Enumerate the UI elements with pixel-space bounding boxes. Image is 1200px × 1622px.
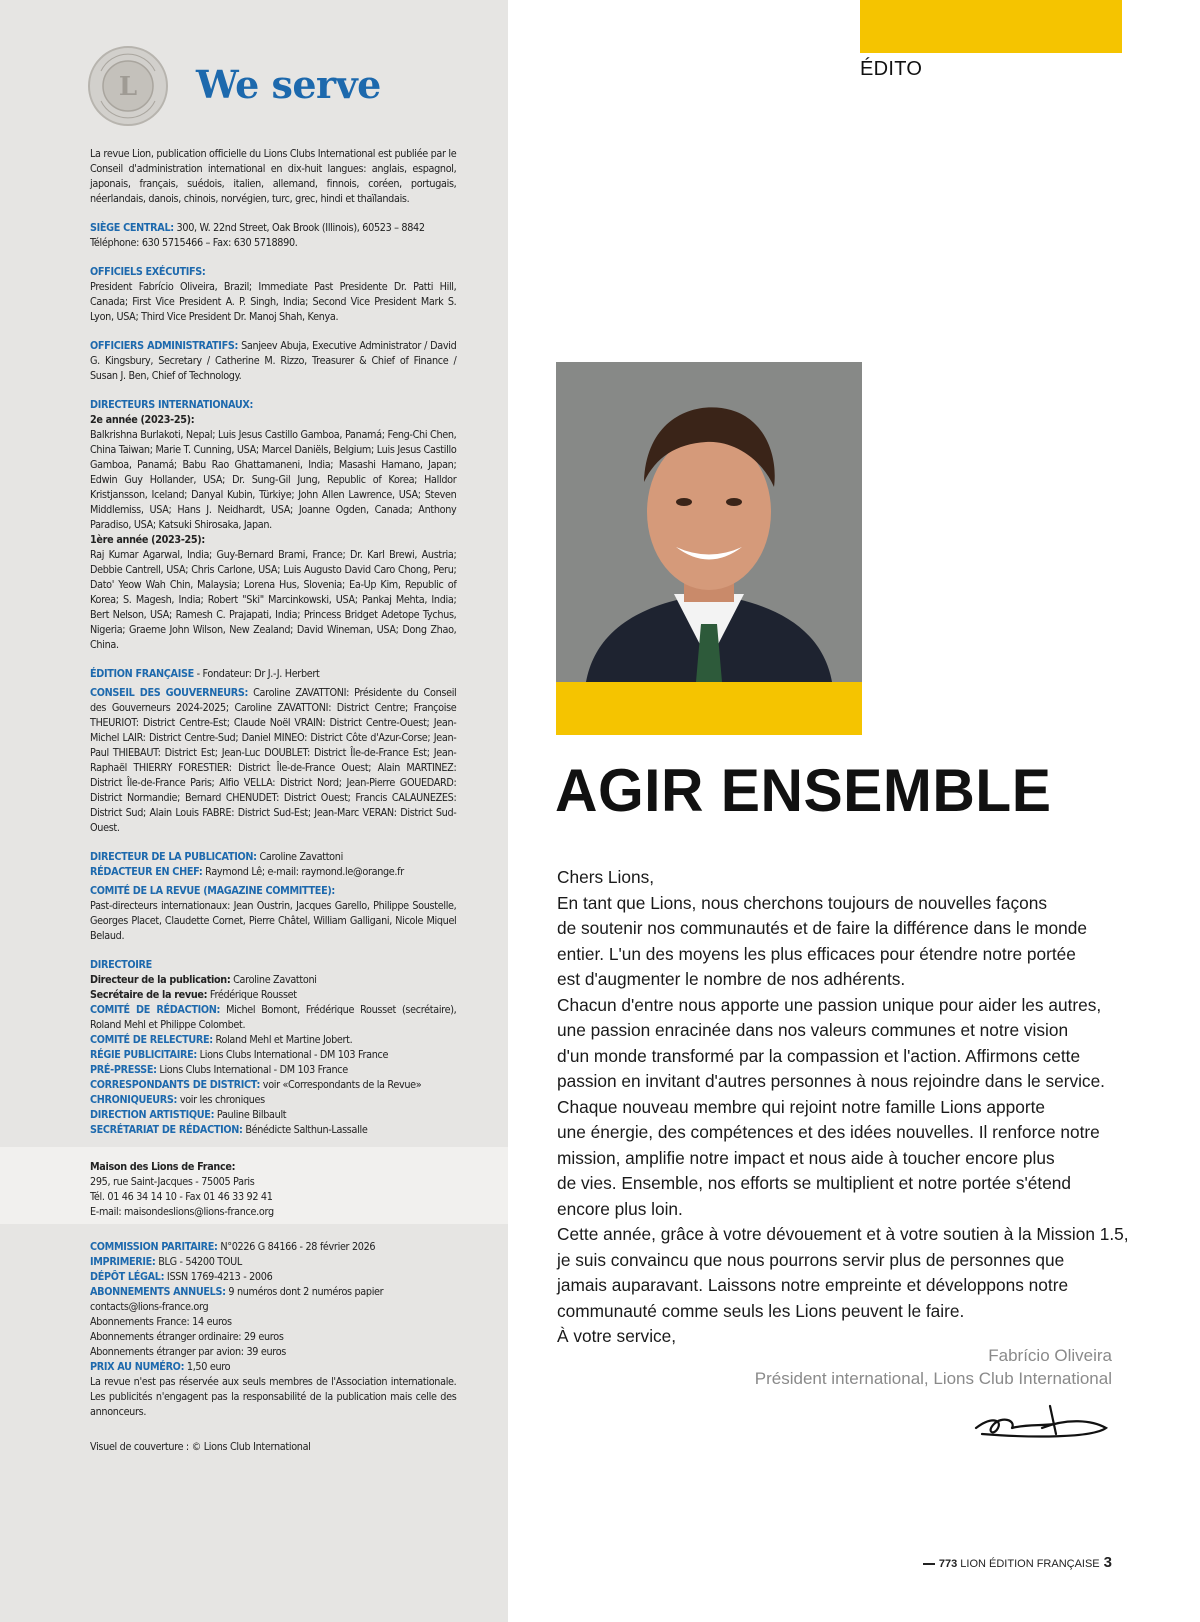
prix-text: 1,50 euro	[184, 1361, 231, 1373]
headline: AGIR ENSEMBLE	[555, 757, 1052, 824]
maison-block	[90, 1160, 456, 1234]
publication-block	[90, 850, 456, 880]
body-line: de vies. Ensemble, nos efforts se multiplient et notre portée s'étend	[557, 1173, 1072, 1193]
maison-text	[90, 1160, 456, 1220]
directoire-item-label: PRÉ-PRESSE:	[90, 1064, 157, 1076]
signature-name: Fabrício Oliveira	[988, 1346, 1112, 1365]
body-line: Chacun d'entre nous apporte une passion unique pour aider les autres,	[557, 994, 1102, 1015]
year2-label: 2e année (2023-25):	[90, 414, 195, 426]
masthead-column	[0, 0, 508, 1622]
directoire-item-label: CORRESPONDANTS DE DISTRICT:	[90, 1079, 261, 1091]
footer-issue: 773	[938, 1558, 958, 1570]
body-line: encore plus loin.	[557, 1198, 683, 1219]
officiels-text: President Fabrício Oliveira, Brazil; Immediate Past Presidente Dr. Patti Hill, Canada; First Vice President A. P. Singh, India; Second Vice President Mark S. Lyon, USA; Third Vice President Dr. Manoj Shah, Kenya.	[90, 281, 457, 323]
comite-label: COMITÉ DE LA REVUE (MAGAZINE COMMITTEE):	[90, 885, 335, 897]
body-line: Cette année, grâce à votre dévouement et à votre soutien à la Mission 1.5,	[557, 1224, 1129, 1244]
prix-label: PRIX AU NUMÉRO:	[90, 1361, 185, 1373]
comite-block	[90, 884, 456, 944]
lions-logo-icon	[87, 45, 169, 127]
portrait-accent-band	[556, 682, 862, 735]
abonnement-line: Abonnements France: 14 euros	[90, 1316, 232, 1328]
legal-item-text: N°0226 G 84166 - 28 février 2026	[217, 1241, 376, 1253]
disclaimer: La revue n'est pas réservée aux seuls membres de l'Association internationale. Les publicités n'engagent pas la responsabilité de la publication mais celle des annonceurs.	[90, 1376, 457, 1418]
editorial-body	[557, 865, 1129, 1350]
directoire-item-label: COMITÉ DE RÉDACTION:	[90, 1004, 221, 1016]
body-line: de soutenir nos communautés et de faire la différence dans le monde	[557, 918, 1087, 938]
siege-address: 300, W. 22nd Street, Oak Brook (Illinois), 60523 – 8842	[173, 222, 425, 234]
siege-block	[90, 221, 456, 251]
directoire-item-label: CHRONIQUEURS:	[90, 1094, 178, 1106]
masthead-text	[90, 147, 456, 1152]
body-line: d'un monde transformé par la compassion et l'action. Affirmons cette	[557, 1045, 1081, 1066]
maison-line: E-mail: maisondeslions@lions-france.org	[90, 1206, 274, 1218]
section-accent-bar	[860, 0, 1122, 53]
directoire-label: DIRECTOIRE	[90, 959, 152, 971]
legal-item-label: COMMISSION PARITAIRE:	[90, 1241, 218, 1253]
directoire-item-label: Directeur de la publication:	[90, 974, 231, 986]
body-line: Chers Lions,	[557, 867, 655, 887]
admin-label: OFFICIERS ADMINISTRATIFS:	[90, 340, 239, 352]
edition-text: - Fondateur: Dr J.-J. Herbert	[193, 668, 320, 680]
body-line: je suis convaincu que nous pourrons servir plus de personnes que	[557, 1249, 1065, 1270]
directoire-item-label: COMITÉ DE RELECTURE:	[90, 1034, 213, 1046]
page-footer	[923, 1554, 1112, 1571]
conseil-text: Caroline ZAVATTONI: Présidente du Conseil des Gouverneurs 2024-2025; Caroline ZAVATTONI: District Centre; Françoise THEURIOT: District Centre-Est; Claude Noël VRAIN: District Centre-Ouest; Jean-Michel LAIR: District Centre-Sud; Daniel MINEO: District Côte d'Azur-Corse; Jean-Paul THIEBAUT: District Est; Jean-Luc DOUBLET: District Île-de-France Est; Jean-Raphaël THIERRY FORESTIER: District Île-de-France Ouest; Alain MARTINEZ: District Île-de-France Paris; Alfio VELLA: District Nord; Jean-Pierre GOUEDARD: District Normandie; Bernard CHENUDET: District Ouest; Francis CALAUNEZES: District Sud; Alain Louis FABRE: District Sud-Est; Jean-Marc VERAN: District Sud-Ouest.	[90, 687, 457, 834]
body-line: une énergie, des compétences et des idées nouvelles. Il renforce notre	[557, 1122, 1100, 1142]
maison-title: Maison des Lions de France:	[90, 1161, 236, 1173]
edition-label: ÉDITION FRANÇAISE	[90, 668, 194, 680]
signature-role: Président international, Lions Club International	[754, 1369, 1112, 1388]
redac-text: Raymond Lê; e-mail: raymond.le@orange.fr	[202, 866, 404, 878]
directoire-item-text: Bénédicte Salthun-Lassalle	[242, 1124, 368, 1136]
body-line: est d'augmenter le nombre de nos adhérents.	[557, 969, 906, 989]
body-line: En tant que Lions, nous cherchons toujours de nouvelles façons	[557, 892, 1047, 913]
directoire-item-text: Lions Clubs International - DM 103 France	[196, 1049, 389, 1061]
directoire-item-text: Pauline Bilbault	[214, 1109, 287, 1121]
body-line: jamais auparavant. Laissons notre empreinte et développons notre	[557, 1275, 1069, 1295]
visuel-credit: Visuel de couverture : © Lions Club International	[90, 1441, 311, 1453]
directoire-item-label: Secrétaire de la revue:	[90, 989, 208, 1001]
footer-dash	[923, 1563, 935, 1565]
conseil-label: CONSEIL DES GOUVERNEURS:	[90, 687, 249, 699]
admin-block	[90, 339, 456, 384]
body-line: entier. L'un des moyens les plus efficaces pour étendre notre portée	[557, 943, 1076, 964]
body-line: communauté comme seuls les Lions peuvent le faire.	[557, 1300, 965, 1321]
officiels-block	[90, 265, 456, 325]
legal-item-label: ABONNEMENTS ANNUELS:	[90, 1286, 226, 1298]
year2-text: Balkrishna Burlakoti, Nepal; Luis Jesus Castillo Gamboa, Panamá; Feng-Chi Chen, China Taiwan; Marie T. Cunning, USA; Marcel Daniëls, Belgium; Luis Jesus Castillo Gamboa, Panamá; Babu Rao Ghattamaneni, India; Masashi Hamano, Japan; Edwin Guy Hollander, USA; Dr. Sung-Gil Jung, Republic of Korea; Halldor Kristjansson, Iceland; Danyal Kubin, Türkiye; John Allen Lawrence, USA; Steven Middlemiss, USA; Hans J. Neidhardt, USA; Joanne Ogden, Canada; Anthony Paradiso, USA; Katsuki Shirosaka, Japan.	[90, 429, 457, 531]
year1-text: Raj Kumar Agarwal, India; Guy-Bernard Brami, France; Dr. Karl Brewi, Austria; Debbie Cantrell, USA; Chris Carlone, USA; Luis Augusto David Caro Chong, Peru; Dato' Yeow Wah Chin, Malaysia; Lorena Hus, Slovenia; Ea-Up Kim, Republic of Korea; S. Magesh, India; Robert "Ski" Marcinkowski, USA; Pankaj Mehta, India; Bert Nelson, USA; Ramesh C. Prajapati, India; Princess Bridget Adetope Tychus, Nigeria; Graeme John Wilson, New Zealand; David Wineman, USA; Dong Zhao, China.	[90, 549, 457, 651]
body-line: Chaque nouveau membre qui rejoint notre famille Lions apporte	[557, 1096, 1046, 1117]
directoire-item-text: Caroline Zavattoni	[230, 974, 317, 986]
portrait-illustration	[556, 362, 862, 682]
legal-item-text: 9 numéros dont 2 numéros papier	[225, 1286, 384, 1298]
dirpub-text: Caroline Zavattoni	[256, 851, 343, 863]
legal-item-label: IMPRIMERIE:	[90, 1256, 156, 1268]
legal-block	[90, 1240, 456, 1469]
redac-label: RÉDACTEUR EN CHEF:	[90, 866, 203, 878]
directoire-item-text: Lions Clubs International - DM 103 France	[156, 1064, 348, 1076]
siege-phone: Téléphone: 630 5715466 – Fax: 630 5718890.	[90, 237, 298, 249]
body-line: À votre service,	[557, 1326, 677, 1346]
directoire-item-text: voir les chroniques	[177, 1094, 265, 1106]
intro-paragraph: La revue Lion, publication officielle du Lions Clubs International est publiée par le Conseil d'administration international en dix-huit langues: anglais, espagnol, japonais, français, suédois, italien, allemand, finnois, coréen, portugais, néerlandais, danois, chinois, norvégien, turc, grec, hindi et thaïlandais.	[90, 148, 457, 205]
year1-label: 1ère année (2023-25):	[90, 534, 205, 546]
maison-line: Tél. 01 46 34 14 10 - Fax 01 46 33 92 41	[90, 1191, 273, 1203]
president-portrait	[556, 362, 862, 682]
directeurs-block	[90, 398, 456, 653]
admin-text: Sanjeev Abuja, Executive Administrator / David G. Kingsbury, Secretary / Catherine M. Rizzo, Treasurer & Chief of Finance / Susan J. Ben, Chief of Technology.	[90, 340, 457, 382]
directoire-item-label: DIRECTION ARTISTIQUE:	[90, 1109, 215, 1121]
footer-title: LION ÉDITION FRANÇAISE	[957, 1558, 1100, 1570]
legal-text	[90, 1240, 456, 1420]
directoire-list	[90, 974, 456, 1136]
body-line: passion en invitant d'autres personnes à nous rejoindre dans le service.	[557, 1071, 1105, 1091]
legal-list	[90, 1241, 383, 1298]
page-number: 3	[1103, 1554, 1112, 1571]
directoire-block	[90, 958, 456, 1138]
dirpub-label: DIRECTEUR DE LA PUBLICATION:	[90, 851, 257, 863]
directoire-item-text: voir «Correspondants de la Revue»	[260, 1079, 422, 1091]
directoire-item-text: Roland Mehl et Martine Jobert.	[212, 1034, 353, 1046]
directoire-item-text: Michel Bomont, Frédérique Rousset (secrétaire), Roland Mehl et Philippe Colombet.	[90, 1004, 457, 1031]
handwritten-signature-icon	[972, 1398, 1110, 1440]
directoire-item-label: SECRÉTARIAT DE RÉDACTION:	[90, 1124, 243, 1136]
brand-motto: We serve	[196, 62, 381, 107]
legal-item-label: DÉPÔT LÉGAL:	[90, 1271, 165, 1283]
body-line: mission, amplifie notre impact et nous aide à toucher encore plus	[557, 1147, 1055, 1168]
abonnement-line: Abonnements étranger ordinaire: 29 euros	[90, 1331, 284, 1343]
legal-item-text: BLG - 54200 TOUL	[155, 1256, 242, 1268]
officiels-label: OFFICIELS EXÉCUTIFS:	[90, 266, 206, 278]
body-line: une passion enracinée dans nos valeurs communes et notre vision	[557, 1020, 1069, 1040]
comite-text: Past-directeurs internationaux: Jean Oustrin, Jacques Garello, Philippe Soustelle, Georges Placet, Claudette Cornet, Pierre Châtel, William Galligani, Nicole Miquel Belaud.	[90, 900, 457, 942]
abonnement-line: Abonnements étranger par avion: 39 euros	[90, 1346, 287, 1358]
edition-block	[90, 667, 456, 682]
conseil-block	[90, 686, 456, 836]
section-label: ÉDITO	[860, 58, 923, 80]
svg-text:L: L	[118, 72, 138, 102]
abonnement-line: contacts@lions-france.org	[90, 1301, 209, 1313]
legal-item-text: ISSN 1769-4213 - 2006	[164, 1271, 273, 1283]
siege-label: SIÈGE CENTRAL:	[90, 222, 174, 234]
maison-line: 295, rue Saint-Jacques - 75005 Paris	[90, 1176, 255, 1188]
directoire-item-text: Frédérique Rousset	[207, 989, 297, 1001]
directeurs-label: DIRECTEURS INTERNATIONAUX:	[90, 399, 254, 411]
directoire-item-label: RÉGIE PUBLICITAIRE:	[90, 1049, 197, 1061]
